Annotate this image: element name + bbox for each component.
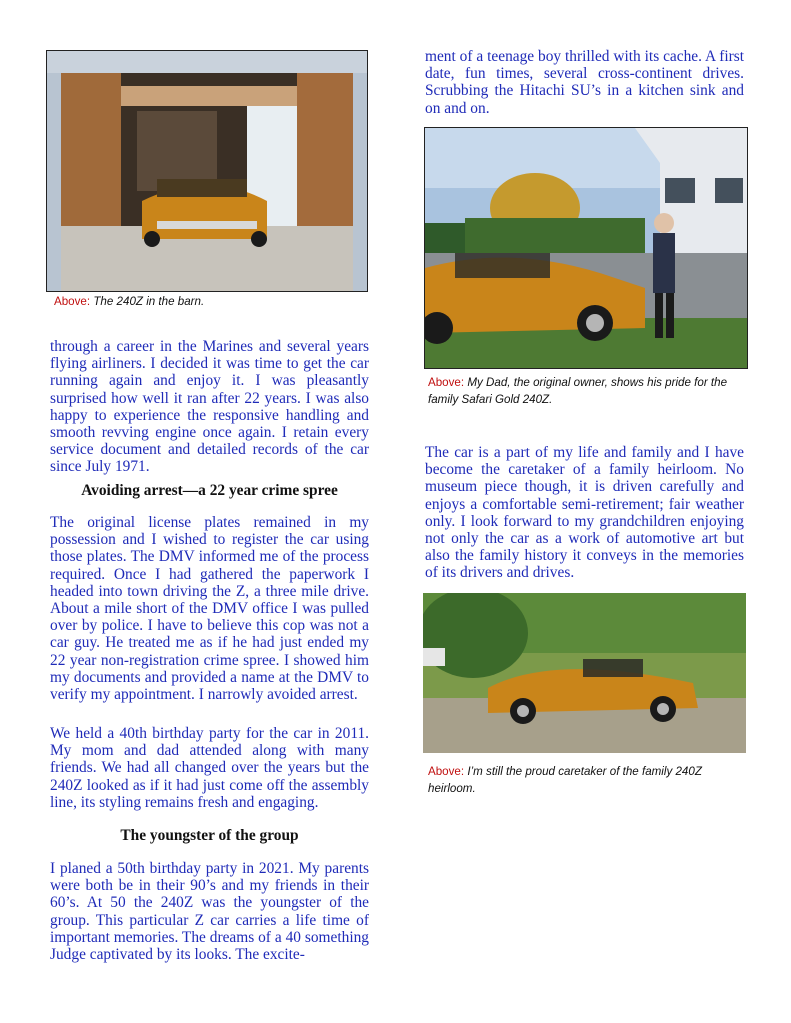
heading-avoiding-arrest: Avoiding arrest—a 22 year crime spree bbox=[81, 482, 338, 499]
left-paragraph-3: We held a 40th birthday party for the car in 2011. My mom and dad attended along with many friends. We had all changed over the years but the 240Z looked as if it had just come off the assembly line, its styling remains fresh and engaging. bbox=[50, 725, 369, 811]
barn-photo-caption bbox=[54, 293, 364, 310]
owner-with-car-photo bbox=[424, 127, 748, 369]
owner-photo-graphic bbox=[425, 128, 747, 368]
left-paragraph-4: I planed a 50th birthday party in 2021. My parents were both be in their 90’s and my friends in their 60’s. At 50 the 240Z was the youngster of the group. This particular Z car carries a life time of important memories. The dreams of a 40 something Judge captivated by its looks. The excite- bbox=[50, 860, 369, 964]
caption-label: Above: bbox=[428, 376, 465, 389]
right-paragraph-2: The car is a part of my life and family and I have become the caretaker of a family heirloom. No museum piece though, it is driven carefully and enjoys a comfortable semi-retirement; fair weather only. I look forward to my grandchildren enjoying not only the car as a work of automotive art but also the family history it conveys in the memories of its drivers and drives. bbox=[425, 444, 744, 582]
caption-text: My Dad, the original owner, shows his pride for the family Safari Gold 240Z. bbox=[428, 376, 728, 406]
grass-photo-caption bbox=[428, 763, 746, 797]
car-on-grass-photo bbox=[423, 593, 746, 753]
barn-photo-graphic bbox=[47, 51, 367, 291]
grass-photo-graphic bbox=[423, 593, 746, 753]
caption-text: The 240Z in the barn. bbox=[93, 295, 205, 308]
heading-youngster: The youngster of the group bbox=[120, 827, 299, 844]
barn-photo bbox=[46, 50, 368, 292]
owner-photo-caption bbox=[428, 374, 746, 408]
caption-text: I’m still the proud caretaker of the family 240Z heirloom. bbox=[428, 765, 702, 795]
left-paragraph-2: The original license plates remained in my possession and I wished to register the car using those plates. The DMV informed me of the process required. Once I had gathered the paperwork I headed into town driving the Z, a three mile drive. About a mile short of the DMV office I was pulled over by police. I have to believe this cop was not a car guy. He treated me as if he had just ended my 22 year non-registration crime spree. I showed him my documents and provided a name at the DMV to verify my appointment. I narrowly avoided arrest. bbox=[50, 514, 369, 704]
caption-label: Above: bbox=[428, 765, 465, 778]
right-paragraph-1: ment of a teenage boy thrilled with its cache. A first date, fun times, several cross-continent drives. Scrubbing the Hitachi SU’s in a kitchen sink and on and on. bbox=[425, 48, 744, 117]
left-paragraph-1: through a career in the Marines and several years flying airliners. I decided it was time to get the car running again and enjoy it. I was pleasantly surprised how well it ran after 22 years. I was also happy to experience the responsive handling and smooth revving engine once again. I retain every service document and detailed records of the car since July 1971. bbox=[50, 338, 369, 476]
caption-label: Above: bbox=[54, 295, 91, 308]
